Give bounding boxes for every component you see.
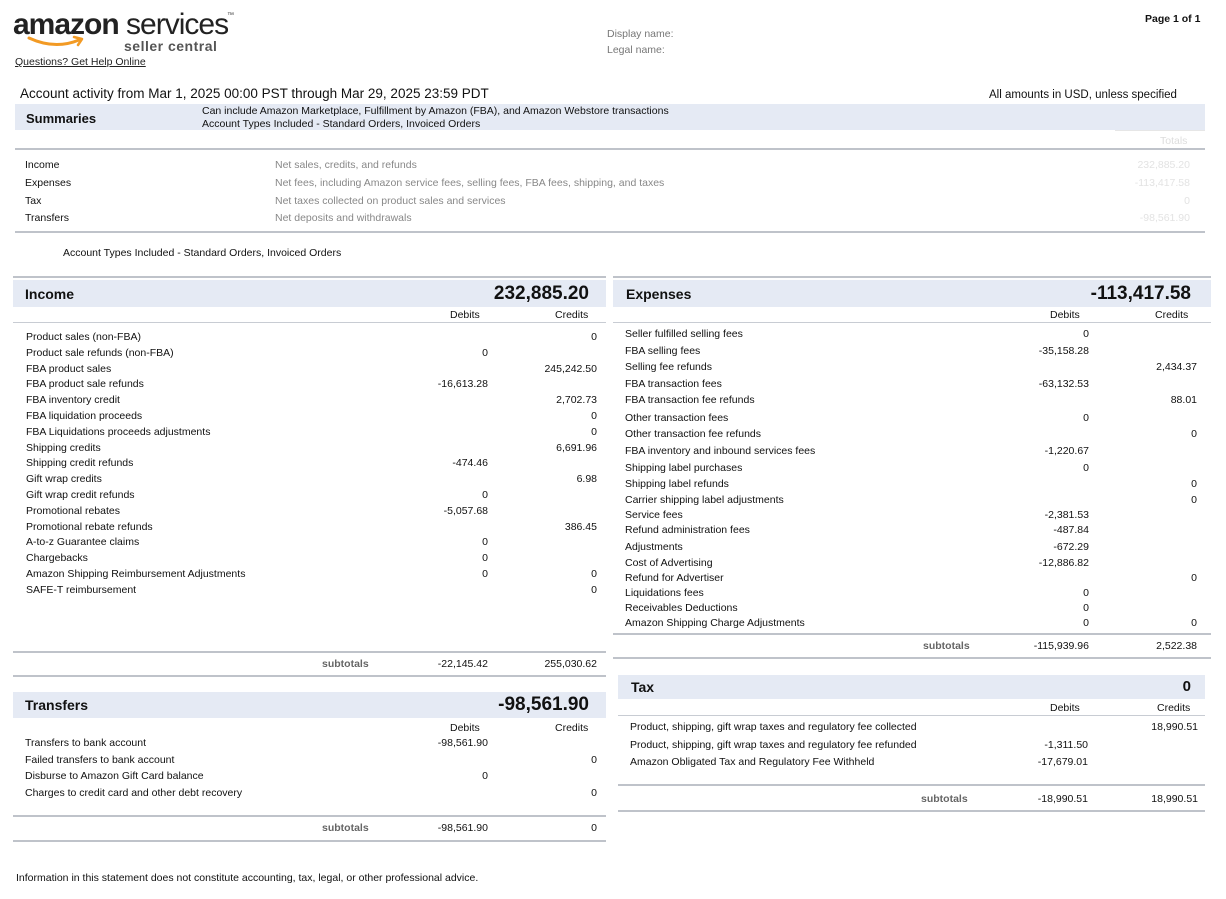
transfers-total: -98,561.90 bbox=[498, 694, 589, 715]
row-label: Product sale refunds (non-FBA) bbox=[26, 346, 174, 359]
summaries-account-types: Account Types Included - Standard Orders, Invoiced Orders bbox=[202, 118, 481, 130]
summary-value-income: 232,885.20 bbox=[1137, 159, 1190, 171]
display-name-label: Display name: bbox=[607, 28, 674, 40]
row-label: Seller fulfilled selling fees bbox=[625, 328, 743, 340]
amazon-smile-icon bbox=[27, 35, 87, 49]
row-label: Promotional rebates bbox=[26, 504, 120, 517]
row-credit: 2,434.37 bbox=[1156, 361, 1197, 373]
summary-label-expenses: Expenses bbox=[25, 177, 72, 189]
row-credit: 0 bbox=[591, 583, 597, 596]
summary-label-transfers: Transfers bbox=[25, 212, 69, 224]
row-credit: 0 bbox=[591, 331, 597, 343]
row-label: Chargebacks bbox=[26, 552, 88, 565]
row-debit: 0 bbox=[482, 346, 488, 359]
row-label: Selling fee refunds bbox=[625, 361, 712, 373]
row-debit: 0 bbox=[482, 770, 488, 782]
row-credit: 245,242.50 bbox=[544, 362, 597, 375]
row-credit: 0 bbox=[591, 410, 597, 422]
income-subtotal-credit: 255,030.62 bbox=[544, 658, 597, 670]
row-label: Shipping label purchases bbox=[625, 462, 743, 474]
row-credit: 0 bbox=[591, 787, 597, 799]
tax-total: 0 bbox=[1182, 678, 1191, 695]
row-label: Amazon Obligated Tax and Regulatory Fee Withheld bbox=[630, 756, 875, 768]
summary-desc-transfers: Net deposits and withdrawals bbox=[275, 212, 412, 224]
row-debit: -1,220.67 bbox=[1044, 445, 1089, 457]
income-subtotal-debit: -22,145.42 bbox=[437, 658, 488, 670]
row-label: Gift wrap credit refunds bbox=[26, 489, 135, 501]
transfers-subtotal-credit: 0 bbox=[591, 822, 597, 834]
tax-subtotal-debit: -18,990.51 bbox=[1037, 793, 1088, 805]
legal-name-label: Legal name: bbox=[607, 44, 665, 56]
tax-title: Tax bbox=[631, 679, 655, 695]
tax-subtotal-credit: 18,990.51 bbox=[1151, 793, 1198, 805]
row-debit: -2,381.53 bbox=[1044, 509, 1089, 521]
row-credit: 0 bbox=[1191, 478, 1197, 490]
logo-subtitle: seller central bbox=[124, 38, 218, 54]
row-debit: -17,679.01 bbox=[1037, 756, 1088, 768]
transfers-debits-header: Debits bbox=[450, 722, 480, 734]
row-label: Transfers to bank account bbox=[25, 737, 147, 749]
summary-desc-tax: Net taxes collected on product sales and services bbox=[275, 195, 506, 207]
row-label: Gift wrap credits bbox=[26, 473, 102, 486]
logo-wordmark: amazon services bbox=[13, 8, 229, 41]
tax-header-bar bbox=[618, 675, 1205, 699]
row-debit: 0 bbox=[482, 568, 488, 580]
row-label: A-to-z Guarantee claims bbox=[26, 536, 140, 549]
expenses-total: -113,417.58 bbox=[1090, 283, 1191, 304]
summary-value-tax: 0 bbox=[1184, 195, 1190, 207]
row-debit: 0 bbox=[482, 552, 488, 565]
expenses-title: Expenses bbox=[626, 286, 692, 302]
transfers-title: Transfers bbox=[25, 697, 89, 713]
row-label: Shipping credits bbox=[26, 441, 101, 454]
divider bbox=[13, 815, 606, 817]
row-debit: -12,886.82 bbox=[1038, 557, 1089, 569]
divider bbox=[613, 633, 1211, 635]
summaries-title: Summaries bbox=[26, 111, 97, 126]
divider bbox=[618, 810, 1205, 812]
summary-label-income: Income bbox=[25, 159, 60, 171]
row-debit: 0 bbox=[1083, 587, 1089, 599]
summary-value-expenses: -113,417.58 bbox=[1134, 177, 1190, 189]
expenses-subtotal-credit: 2,522.38 bbox=[1156, 640, 1197, 652]
row-label: Receivables Deductions bbox=[625, 602, 738, 614]
divider bbox=[15, 231, 1205, 233]
summaries-description: Can include Amazon Marketplace, Fulfillment by Amazon (FBA), and Amazon Webstore transactions bbox=[202, 105, 669, 117]
page-number: Page 1 of 1 bbox=[1145, 13, 1201, 25]
divider bbox=[613, 276, 1211, 278]
divider bbox=[15, 148, 1205, 150]
row-credit: 386.45 bbox=[564, 520, 597, 533]
row-credit: 0 bbox=[1191, 572, 1197, 584]
row-debit: -98,561.90 bbox=[437, 737, 488, 749]
row-credit: 88.01 bbox=[1170, 394, 1197, 406]
row-debit: -35,158.28 bbox=[1038, 345, 1089, 357]
row-label: SAFE-T reimbursement bbox=[26, 583, 137, 596]
divider bbox=[618, 784, 1205, 786]
row-label: FBA transaction fee refunds bbox=[625, 394, 755, 406]
row-label: FBA inventory credit bbox=[26, 394, 120, 407]
totals-column-header: Totals bbox=[1160, 135, 1188, 147]
help-online-link[interactable]: Questions? Get Help Online bbox=[15, 56, 146, 68]
divider bbox=[613, 657, 1211, 659]
row-label: FBA product sales bbox=[26, 362, 112, 375]
row-credit: 0 bbox=[1191, 428, 1197, 440]
row-label: FBA Liquidations proceeds adjustments bbox=[26, 425, 211, 438]
expenses-debits-header: Debits bbox=[1050, 309, 1080, 321]
tax-debits-header: Debits bbox=[1050, 702, 1080, 714]
income-debits-header: Debits bbox=[450, 309, 480, 321]
summary-desc-expenses: Net fees, including Amazon service fees, selling fees, FBA fees, shipping, and taxes bbox=[275, 177, 665, 189]
income-title: Income bbox=[25, 286, 75, 302]
disclaimer: Information in this statement does not constitute accounting, tax, legal, or other professional advice. bbox=[16, 872, 479, 884]
row-label: Service fees bbox=[625, 509, 683, 521]
row-debit: -5,057.68 bbox=[443, 504, 488, 517]
account-types-note: Account Types Included - Standard Orders, Invoiced Orders bbox=[63, 247, 342, 259]
transfers-subtotal-debit: -98,561.90 bbox=[437, 822, 488, 834]
row-label: Charges to credit card and other debt recovery bbox=[25, 787, 243, 799]
amazon-services-logo: amazon services ™ seller central bbox=[13, 8, 234, 54]
row-label: Other transaction fees bbox=[625, 412, 729, 424]
tax-subtotals-label: subtotals bbox=[921, 793, 968, 805]
row-debit: -474.46 bbox=[452, 457, 488, 470]
row-label: Adjustments bbox=[625, 541, 683, 553]
summary-label-tax: Tax bbox=[25, 195, 42, 207]
row-label: Amazon Shipping Reimbursement Adjustments bbox=[26, 568, 246, 580]
row-credit: 0 bbox=[591, 754, 597, 766]
row-label: Disburse to Amazon Gift Card balance bbox=[25, 770, 204, 782]
row-label: Refund administration fees bbox=[625, 524, 750, 536]
transfers-subtotals-label: subtotals bbox=[322, 822, 369, 834]
currency-note: All amounts in USD, unless specified bbox=[989, 89, 1177, 101]
row-debit: -672.29 bbox=[1053, 541, 1089, 553]
expenses-credits-header: Credits bbox=[1155, 309, 1189, 321]
summary-desc-income: Net sales, credits, and refunds bbox=[275, 159, 417, 171]
row-label: Amazon Shipping Charge Adjustments bbox=[625, 617, 805, 629]
income-subtotals-label: subtotals bbox=[322, 658, 369, 670]
divider bbox=[13, 276, 606, 278]
row-label: FBA inventory and inbound services fees bbox=[625, 445, 816, 457]
row-label: Carrier shipping label adjustments bbox=[625, 494, 784, 506]
row-label: Product sales (non-FBA) bbox=[26, 331, 141, 343]
tax-credits-header: Credits bbox=[1157, 702, 1191, 714]
row-label: FBA liquidation proceeds bbox=[26, 410, 143, 422]
row-label: Failed transfers to bank account bbox=[25, 754, 175, 766]
row-credit: 0 bbox=[1191, 617, 1197, 629]
row-label: FBA product sale refunds bbox=[26, 378, 144, 391]
row-credit: 6,691.96 bbox=[556, 441, 597, 454]
row-label: Shipping credit refunds bbox=[26, 457, 134, 470]
row-label: Cost of Advertising bbox=[625, 557, 713, 569]
row-debit: 0 bbox=[482, 489, 488, 501]
summary-value-transfers: -98,561.90 bbox=[1139, 212, 1190, 224]
row-label: FBA selling fees bbox=[625, 345, 701, 357]
transfers-credits-header: Credits bbox=[555, 722, 589, 734]
row-label: Liquidations fees bbox=[625, 587, 704, 599]
row-credit: 18,990.51 bbox=[1151, 721, 1198, 733]
row-label: Promotional rebate refunds bbox=[26, 520, 153, 533]
divider bbox=[13, 675, 606, 677]
row-debit: 0 bbox=[1083, 412, 1089, 424]
row-credit: 0 bbox=[591, 568, 597, 580]
row-credit: 0 bbox=[591, 425, 597, 438]
row-debit: -63,132.53 bbox=[1038, 378, 1089, 390]
row-debit: -1,311.50 bbox=[1044, 739, 1088, 751]
expenses-subtotal-debit: -115,939.96 bbox=[1033, 640, 1089, 652]
row-credit: 6.98 bbox=[576, 473, 597, 486]
row-label: Product, shipping, gift wrap taxes and regulatory fee refunded bbox=[630, 739, 917, 751]
row-debit: 0 bbox=[482, 536, 488, 549]
row-label: Shipping label refunds bbox=[625, 478, 729, 490]
row-label: Other transaction fee refunds bbox=[625, 428, 761, 440]
expenses-subtotals-label: subtotals bbox=[923, 640, 970, 652]
row-credit: 0 bbox=[1191, 494, 1197, 506]
account-activity-title: Account activity from Mar 1, 2025 00:00 PST through Mar 29, 2025 23:59 PDT bbox=[20, 86, 489, 101]
row-debit: 0 bbox=[1083, 462, 1089, 474]
row-label: Product, shipping, gift wrap taxes and regulatory fee collected bbox=[630, 721, 917, 733]
income-credits-header: Credits bbox=[555, 309, 589, 321]
income-total: 232,885.20 bbox=[493, 283, 589, 304]
row-debit: -16,613.28 bbox=[437, 378, 488, 391]
divider bbox=[13, 840, 606, 842]
row-debit: -487.84 bbox=[1053, 524, 1089, 536]
row-label: FBA transaction fees bbox=[625, 378, 722, 390]
row-debit: 0 bbox=[1083, 602, 1089, 614]
row-label: Refund for Advertiser bbox=[625, 572, 724, 584]
divider bbox=[13, 651, 606, 653]
row-debit: 0 bbox=[1083, 617, 1089, 629]
row-debit: 0 bbox=[1083, 328, 1089, 340]
row-credit: 2,702.73 bbox=[556, 394, 597, 407]
